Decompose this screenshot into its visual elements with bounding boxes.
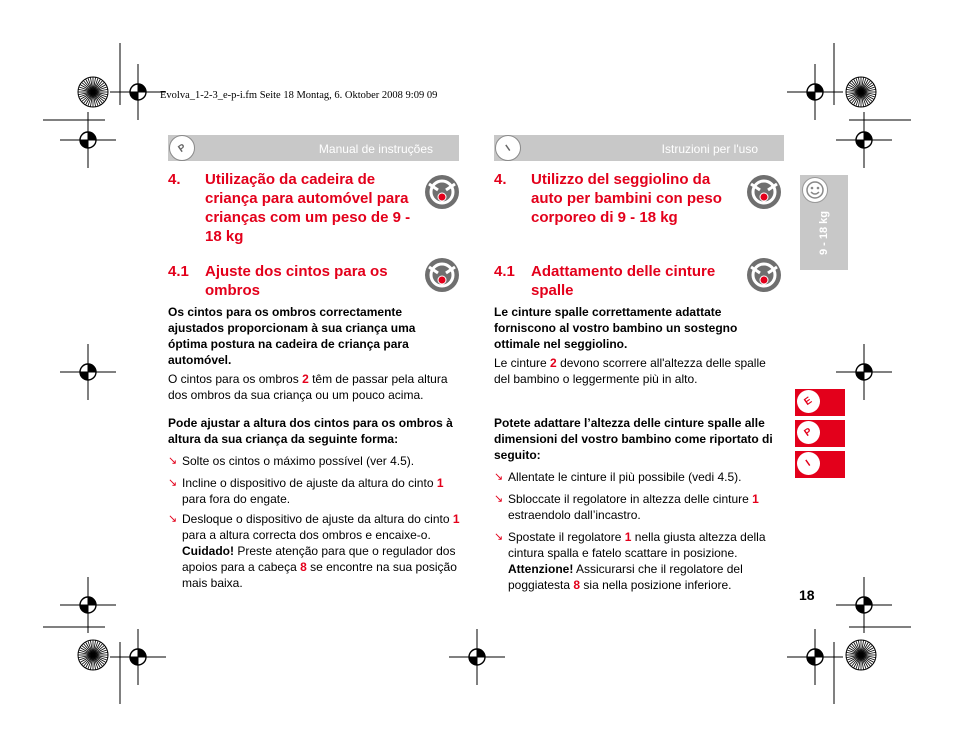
right-step-1: ↘ Allentate le cinture il più possibile (vedi 4.5). bbox=[494, 470, 742, 484]
language-circle-p: P bbox=[169, 135, 195, 161]
steering-wheel-icon bbox=[746, 257, 782, 293]
weight-group-side-tab bbox=[800, 175, 848, 270]
color-rosette bbox=[78, 77, 108, 107]
registration-mark bbox=[787, 64, 843, 120]
steering-wheel-icon bbox=[424, 257, 460, 293]
right-section-4-heading bbox=[494, 170, 782, 227]
left-step-3: ↘ Desloque o dispositivo de ajuste da altura do cinto 1 para a altura correcta dos ombros e encaixe-o. Cuidado! Preste atenção para que o regulador dos apoios para a cabeça 8 se encontre na sua posição mais baixa. bbox=[168, 512, 460, 590]
registration-mark bbox=[60, 344, 116, 400]
language-tab-e: E bbox=[795, 389, 845, 416]
left-question-paragraph: Pode ajustar a altura dos cintos para os ombros à altura da sua criança da seguinte forma: bbox=[168, 416, 453, 446]
left-column bbox=[168, 170, 460, 591]
registration-mark bbox=[836, 577, 892, 633]
right-step-2: ↘ Sbloccate il regolatore in altezza delle cinture 1 estraendolo dall’incastro. bbox=[494, 492, 759, 522]
right-section-4-title: Utilizzo del seggiolino da auto per bambini con peso corporeo di 9 - 18 kg bbox=[531, 171, 722, 226]
left-section-4-1-title: Ajuste dos cintos para os ombros bbox=[205, 263, 388, 299]
left-step-2: ↘ Incline o dispositivo de ajuste da altura do cinto 1 para fora do engate. bbox=[168, 476, 444, 506]
left-section-4-title: Utilização da cadeira de criança para automóvel para crianças com um peso de 9 - 18 kg bbox=[205, 171, 411, 245]
registration-mark bbox=[60, 577, 116, 633]
right-section-4-number: 4. bbox=[494, 171, 507, 188]
steering-wheel-icon bbox=[424, 174, 460, 210]
arrow-icon: ↘ bbox=[494, 493, 504, 505]
color-rosette bbox=[846, 77, 876, 107]
left-section-4-number: 4. bbox=[168, 171, 181, 188]
steering-wheel-icon bbox=[746, 174, 782, 210]
file-header-line: Evolva_1-2-3_e-p-i.fm Seite 18 Montag, 6. Oktober 2008 9:09 09 bbox=[160, 90, 438, 101]
arrow-icon: ↘ bbox=[168, 477, 178, 489]
right-band-title: Istruzioni per l'uso bbox=[661, 142, 758, 156]
color-rosette bbox=[78, 640, 108, 670]
right-paragraph-1: Le cinture 2 devono scorrere all'altezza delle spalle del bambino o leggermente più in alto. bbox=[494, 356, 766, 386]
left-step-1: ↘ Solte os cintos o máximo possível (ver 4.5). bbox=[168, 454, 415, 468]
right-intro-paragraph: Le cinture spalle correttamente adattate forniscono al vostro bambino un sostegno ottimale nel seggiolino. bbox=[494, 305, 738, 351]
right-question-paragraph: Potete adattare l’altezza delle cinture spalle alle dimensioni del vostro bambino come riportato di seguito: bbox=[494, 416, 773, 462]
right-section-4-1-heading bbox=[494, 262, 782, 300]
left-section-4-heading bbox=[168, 170, 460, 246]
arrow-icon: ↘ bbox=[494, 471, 504, 483]
arrow-icon: ↘ bbox=[494, 531, 504, 543]
language-tab-i: I bbox=[795, 451, 845, 478]
right-section-4-1-title: Adattamento delle cinture spalle bbox=[531, 263, 716, 299]
left-band-title: Manual de instruções bbox=[318, 142, 433, 156]
arrow-icon: ↘ bbox=[168, 455, 178, 467]
registration-mark bbox=[787, 629, 843, 685]
arrow-icon: ↘ bbox=[168, 513, 178, 525]
right-section-band bbox=[494, 135, 784, 161]
left-section-4-1-number: 4.1 bbox=[168, 263, 189, 280]
page-number: 18 bbox=[799, 587, 815, 603]
weight-group-label: 9 - 18 kg bbox=[818, 210, 830, 255]
color-rosette bbox=[846, 640, 876, 670]
right-step-3: ↘ Spostate il regolatore 1 nella giusta altezza della cintura spalla e fatelo scattare in posizione. Attenzione! Assicurarsi che il regolatore del poggiatesta 8 sia nella posizione inferiore. bbox=[494, 530, 766, 592]
language-circle-i: I bbox=[495, 135, 521, 161]
language-tab-p: P bbox=[795, 420, 845, 447]
registration-mark bbox=[110, 629, 166, 685]
registration-mark bbox=[110, 64, 166, 120]
smiley-icon bbox=[802, 177, 828, 203]
left-intro-paragraph: Os cintos para os ombros correctamente ajustados proporcionam à sua criança uma óptima postura na cadeira de criança para automóvel. bbox=[168, 305, 416, 367]
left-section-4-1-heading bbox=[168, 262, 460, 300]
registration-mark bbox=[449, 629, 505, 685]
right-section-4-1-number: 4.1 bbox=[494, 263, 515, 280]
left-paragraph-1: O cintos para os ombros 2 têm de passar pela altura dos ombros da sua criança ou um pouco acima. bbox=[168, 372, 448, 402]
left-section-band bbox=[168, 135, 459, 161]
right-column bbox=[494, 170, 782, 593]
